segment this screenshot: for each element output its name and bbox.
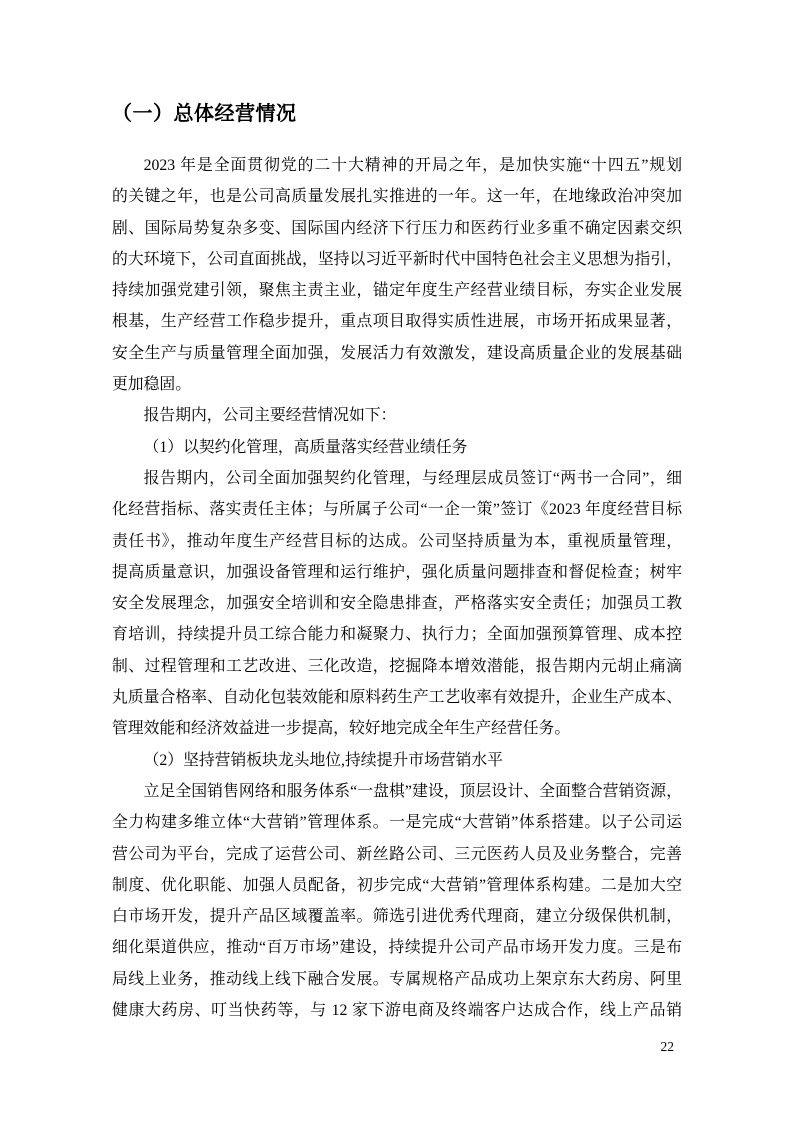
text-line: （2）坚持营销板块龙头地位,持续提升市场营销水平 [143, 751, 503, 769]
text-line: 全力构建多维立体“大营销”管理体系。一是完成“大营销”体系搭建。以子公司运 [112, 814, 682, 832]
text-line: 细化渠道供应，推动“百万市场”建设，持续提升公司产品市场开发力度。三是布 [112, 939, 682, 957]
paragraph [112, 776, 682, 1026]
text-line: 营公司为平台，完成了运营公司、新丝路公司、三元医药人员及业务整合，完善 [112, 845, 682, 863]
page-content [112, 100, 682, 1026]
text-line: 化经营指标、落实责任主体；与所属子公司“一企一策”签订《2023 年度经营目标 [112, 501, 682, 519]
text-line: 更加稳固。 [112, 376, 191, 394]
page-number: 22 [660, 1039, 674, 1054]
text-line: 白市场开发，提升产品区域覆盖率。筛选引进优秀代理商，建立分级保供机制， [112, 908, 682, 926]
text-line: 管理效能和经济效益进一步提高，较好地完成全年生产经营任务。 [112, 720, 571, 738]
paragraph [112, 150, 682, 400]
text-line: 丸质量合格率、自动化包装效能和原料药生产工艺收率有效提升，企业生产成本、 [112, 689, 682, 707]
text-line: 报告期内，公司全面加强契约化管理，与经理层成员签订“两书一合同”，细 [143, 469, 682, 487]
text-line: 的大环境下，公司直面挑战，坚持以习近平新时代中国特色社会主义思想为指引， [112, 250, 682, 268]
text-line: 制、过程管理和工艺改进、三化改造，挖掘降本增效潜能，报告期内元胡止痛滴 [112, 657, 682, 675]
text-line: 2023 年是全面贯彻党的二十大精神的开局之年，是加快实施“十四五”规划 [143, 157, 682, 174]
text-line: 局线上业务，推动线上线下融合发展。专属规格产品成功上架京东大药房、阿里 [112, 970, 682, 988]
text-line: 制度、优化职能、加强人员配备，初步完成“大营销”管理体系构建。二是加大空 [112, 876, 682, 894]
paragraph [112, 400, 682, 431]
text-line: 剧、国际局势复杂多变、国际国内经济下行压力和医药行业多重不确定因素交织 [112, 219, 682, 237]
text-line: 安全发展理念，加强安全培训和安全隐患排查，严格落实安全责任；加强员工教 [112, 595, 682, 613]
text-line: 提高质量意识，加强设备管理和运行维护，强化质量问题排查和督促检查；树牢 [112, 563, 682, 581]
text-line: 根基，生产经营工作稳步提升，重点项目取得实质性进展，市场开拓成果显著， [112, 313, 682, 331]
text-line: 责任书》，推动年度生产经营目标的达成。公司坚持质量为本，重视质量管理， [112, 532, 682, 550]
paragraph [112, 745, 682, 776]
text-line: 立足全国销售网络和服务体系“一盘棋”建设，顶层设计、全面整合营销资源， [143, 782, 682, 800]
body-text [112, 150, 682, 1026]
paragraph [112, 463, 682, 745]
text-line: 报告期内，公司主要经营情况如下： [143, 407, 397, 425]
text-line: 安全生产与质量管理全面加强，发展活力有效激发，建设高质量企业的发展基础 [112, 344, 682, 362]
section-heading: （一）总体经营情况 [112, 103, 297, 125]
text-line: 健康大药房、叮当快药等，与 12 家下游电商及终端客户达成合作，线上产品销 [112, 1002, 682, 1020]
text-line: 的关键之年，也是公司高质量发展扎实推进的一年。这一年，在地缘政治冲突加 [112, 188, 682, 206]
text-line: （1）以契约化管理，高质量落实经营业绩任务 [143, 438, 468, 456]
text-line: 持续加强党建引领，聚焦主责主业，锚定年度生产经营业绩目标，夯实企业发展 [112, 282, 682, 300]
paragraph [112, 432, 682, 463]
text-line: 育培训，持续提升员工综合能力和凝聚力、执行力；全面加强预算管理、成本控 [112, 626, 682, 644]
